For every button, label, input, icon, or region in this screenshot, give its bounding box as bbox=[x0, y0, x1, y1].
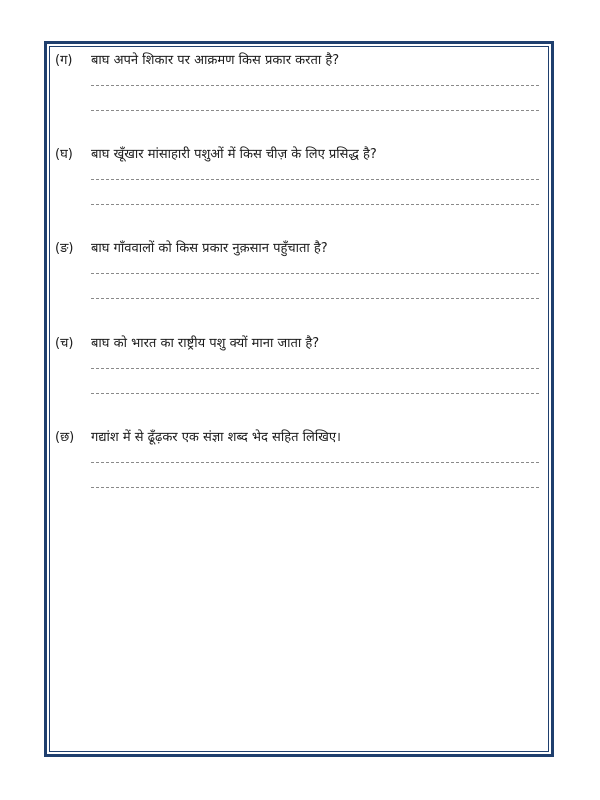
question-text: बाघ गाँववालों को किस प्रकार नुक़सान पहुँचाता है? bbox=[91, 241, 328, 256]
question-block bbox=[55, 52, 540, 122]
question-text: बाघ अपने शिकार पर आक्रमण किस प्रकार करता है? bbox=[91, 53, 340, 68]
answer-line[interactable] bbox=[91, 110, 539, 111]
question-number: (घ) bbox=[55, 147, 73, 162]
question-block bbox=[55, 335, 540, 405]
answer-line[interactable] bbox=[91, 179, 539, 180]
question-number: (छ) bbox=[55, 430, 75, 445]
question-text: बाघ खूँखार मांसाहारी पशुओं में किस चीज़ के लिए प्रसिद्ध है? bbox=[91, 147, 377, 162]
answer-line[interactable] bbox=[91, 298, 539, 299]
question-text: गद्यांश में से ढूँढ़कर एक संज्ञा शब्द भेद सहित लिखिए। bbox=[91, 430, 341, 445]
question-number: (ङ) bbox=[55, 241, 74, 256]
answer-line[interactable] bbox=[91, 273, 539, 274]
question-block bbox=[55, 240, 540, 310]
question-block bbox=[55, 429, 540, 499]
answer-line[interactable] bbox=[91, 85, 539, 86]
question-number: (ग) bbox=[55, 53, 73, 68]
question-block bbox=[55, 146, 540, 216]
answer-line[interactable] bbox=[91, 393, 539, 394]
answer-line[interactable] bbox=[91, 487, 539, 488]
question-number: (च) bbox=[55, 336, 74, 351]
answer-line[interactable] bbox=[91, 368, 539, 369]
answer-line[interactable] bbox=[91, 462, 539, 463]
question-text: बाघ को भारत का राष्ट्रीय पशु क्यों माना जाता है? bbox=[91, 336, 320, 351]
answer-line[interactable] bbox=[91, 204, 539, 205]
